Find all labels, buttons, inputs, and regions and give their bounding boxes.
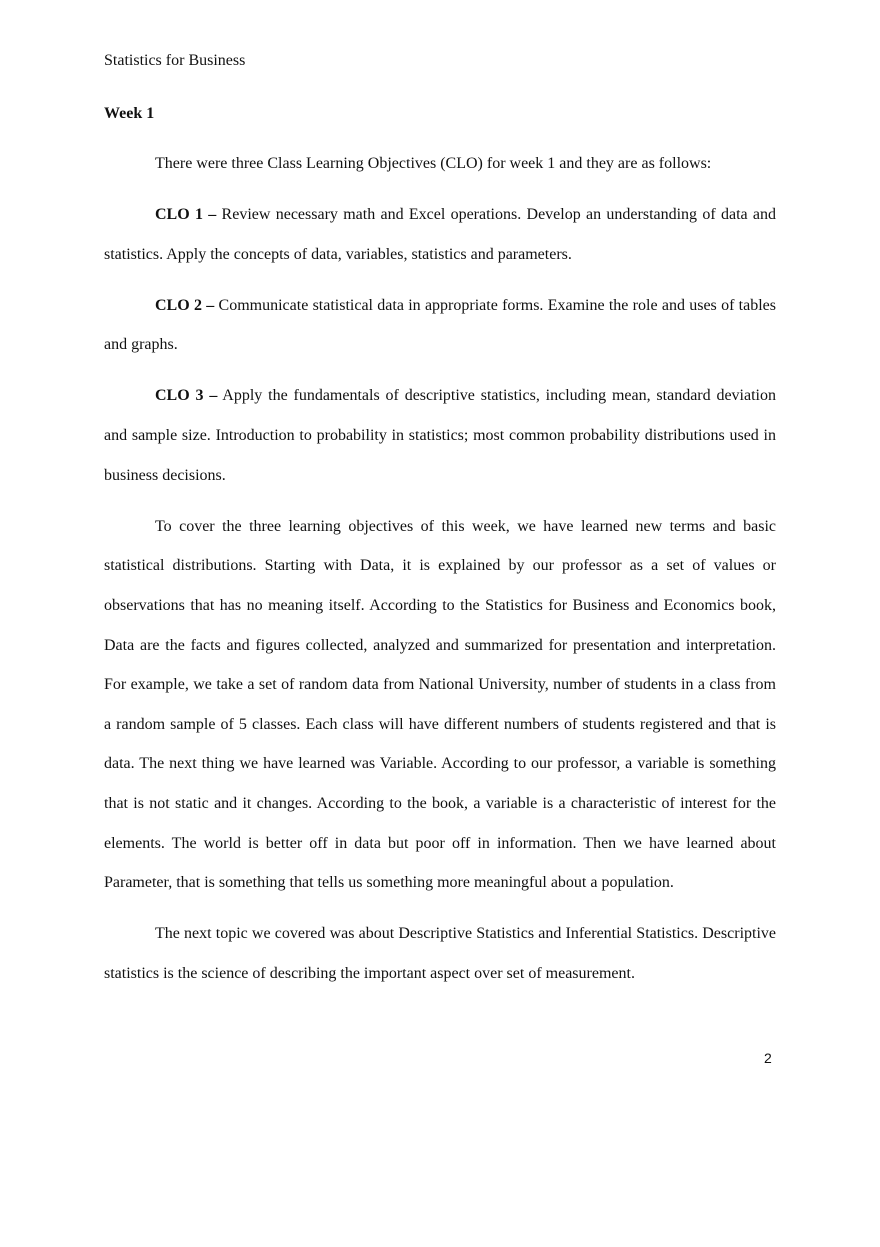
clo3-paragraph [104, 376, 776, 495]
intro-paragraph: There were three Class Learning Objectives (CLO) for week 1 and they are as follows: [155, 155, 712, 172]
clo3-label: CLO 3 – [155, 387, 218, 405]
running-head: Statistics for Business [104, 52, 246, 69]
clo2-text: Communicate statistical data in appropriate forms. Examine the role and uses of tables and graphs. [104, 296, 777, 354]
body-paragraph-2: The next topic we covered was about Descriptive Statistics and Inferential Statistics. Descriptive statistics is the science of describing the important aspect over set of measurement. [104, 925, 776, 982]
clo2-paragraph [104, 286, 776, 365]
clo1-text: Review necessary math and Excel operations. Develop an understanding of data and statistics. Apply the concepts of data, variables, statistics and parameters. [104, 206, 777, 263]
section-heading: Week 1 [104, 105, 155, 122]
clo3-text: Apply the fundamentals of descriptive statistics, including mean, standard deviation and sample size. Introduction to probability in statistics; most common probability distributions used in business decisions. [104, 387, 776, 484]
page-number: 2 [764, 1050, 772, 1066]
clo1-label: CLO 1 – [155, 206, 217, 224]
body-paragraph-1: To cover the three learning objectives of this week, we have learned new terms and basic statistical distributions. Starting with Data, it is explained by our professor as a set of values or observations that has no meaning itself. According to the Statistics for Business and Economics book, Data are the facts and figures collected, analyzed and summarized for presentation and interpretation. For example, we take a set of random data from National University, number of students in a class from a random sample of 5 classes. Each class will have different numbers of students registered and that is data. The next thing we have learned was Variable. According to our professor, a variable is something that is not static and it changes. According to the book, a variable is a characteristic of interest for the elements. The world is better off in data but poor off in information. Then we have learned about Parameter, that is something that tells us something more meaningful about a population. [104, 517, 776, 892]
clo1-paragraph [104, 195, 776, 274]
clo2-label: CLO 2 – [155, 296, 215, 314]
body-text [104, 144, 776, 1005]
